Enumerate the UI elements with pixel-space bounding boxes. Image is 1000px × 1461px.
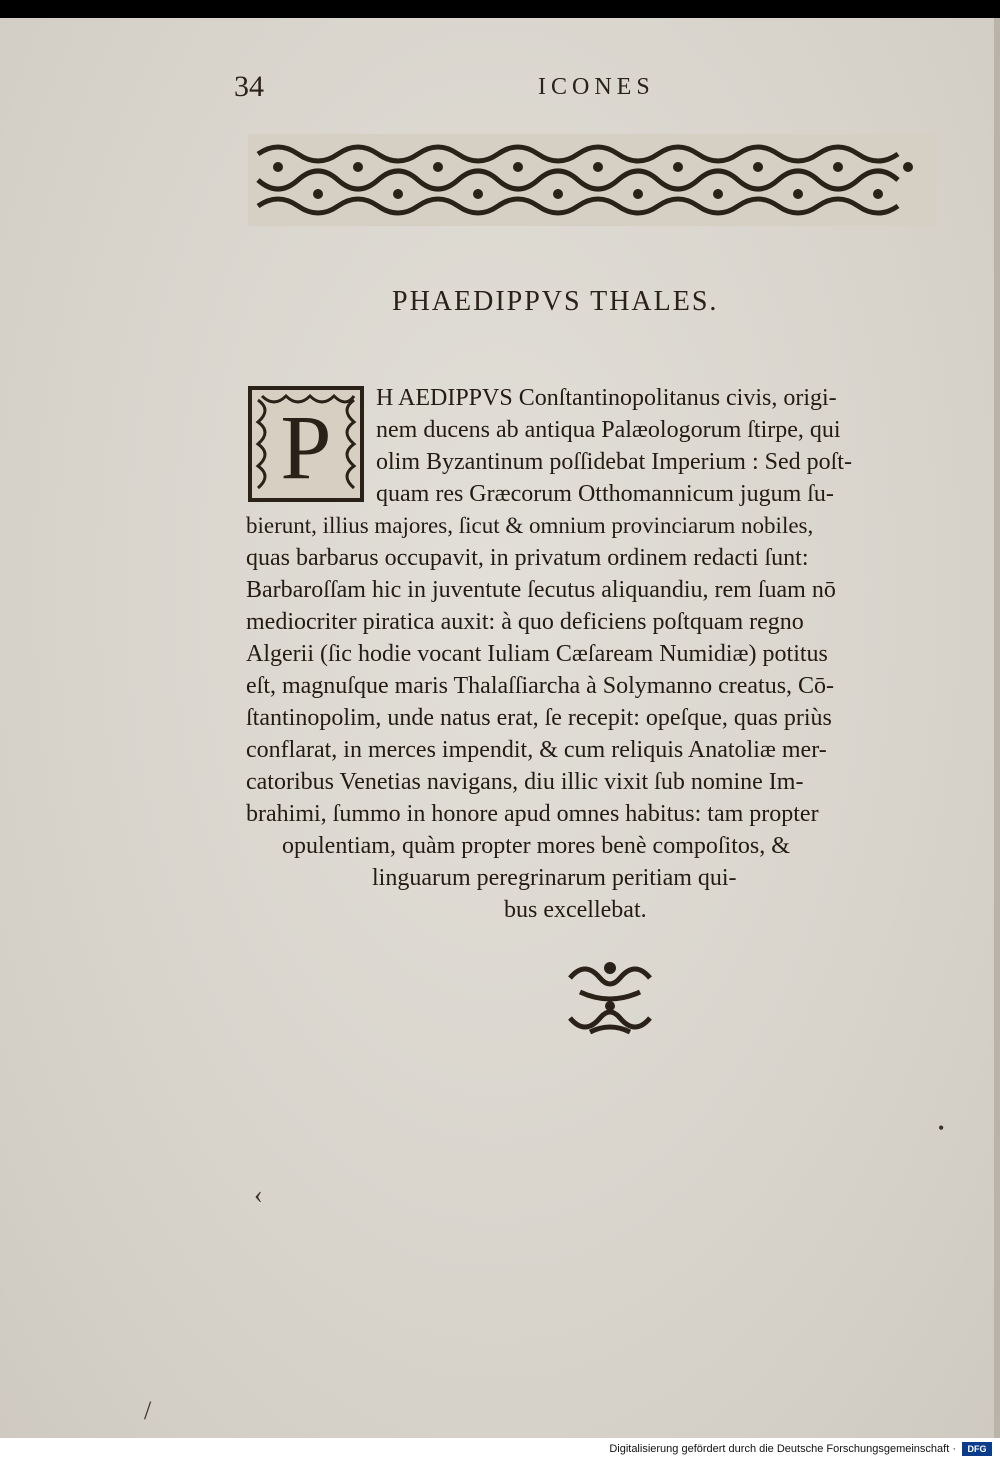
body-line: ſtantinopolim, unde natus erat, ſe recepit: opeſque, quas priùs: [246, 705, 832, 731]
body-line: bierunt, illius majores, ſicut & omnium provinciarum nobiles,: [246, 513, 814, 538]
svg-text:P: P: [280, 396, 332, 498]
body-line: opulentiam, quàm propter mores benè compoſitos, &: [282, 833, 790, 859]
stray-mark: ‹: [254, 1180, 263, 1209]
running-head: ICONES: [538, 74, 655, 100]
body-line: conflarat, in merces impendit, & cum reliquis Anatoliæ mer-: [246, 737, 827, 763]
body-line: Barbaroſſam hic in juventute ſecutus aliquandiu, rem ſuam nō: [246, 577, 836, 603]
stray-mark: •: [938, 1118, 945, 1138]
footer-bar: [0, 1438, 1000, 1461]
body-line: brahimi, ſummo in honore apud omnes habitus: tam propter: [246, 801, 819, 827]
body-line: H AEDIPPVS Conſtantinopolitanus civis, origi-: [376, 385, 837, 411]
chapter-heading: PHAEDIPPVS THALES.: [392, 286, 719, 317]
body-line: quas barbarus occupavit, in privatum ordinem redacti ſunt:: [246, 545, 809, 571]
body-line: catoribus Venetias navigans, diu illic vixit ſub nomine Im-: [246, 769, 804, 795]
body-line: quam res Græcorum Otthomannicum jugum ſu-: [376, 481, 834, 507]
body-line: bus excellebat.: [504, 897, 647, 923]
body-line: nem ducens ab antiqua Palæologorum ſtirpe, qui: [376, 417, 841, 443]
dfg-logo: DFG: [962, 1442, 992, 1456]
funding-credit: Digitalisierung gefördert durch die Deutsche Forschungsgemeinschaft ·: [609, 1443, 956, 1455]
decorated-initial: [248, 386, 364, 502]
body-line: linguarum peregrinarum peritiam qui-: [372, 865, 737, 891]
body-line: mediocriter piratica auxit: à quo deficiens poſtquam regno: [246, 609, 804, 635]
body-line: Algerii (ſic hodie vocant Iuliam Cæſaream Numidiæ) potitus: [246, 641, 828, 667]
body-line: olim Byzantinum poſſidebat Imperium : Sed poſt-: [376, 449, 852, 475]
stray-mark: /: [144, 1396, 152, 1425]
page-edge: [994, 18, 1000, 1438]
body-line: eſt, magnuſque maris Thalaſſiarcha à Solymanno creatus, Cō-: [246, 673, 835, 699]
ornamental-tailpiece: [560, 956, 660, 1042]
page-number: 34: [234, 70, 264, 103]
ornamental-headpiece: [248, 134, 936, 226]
